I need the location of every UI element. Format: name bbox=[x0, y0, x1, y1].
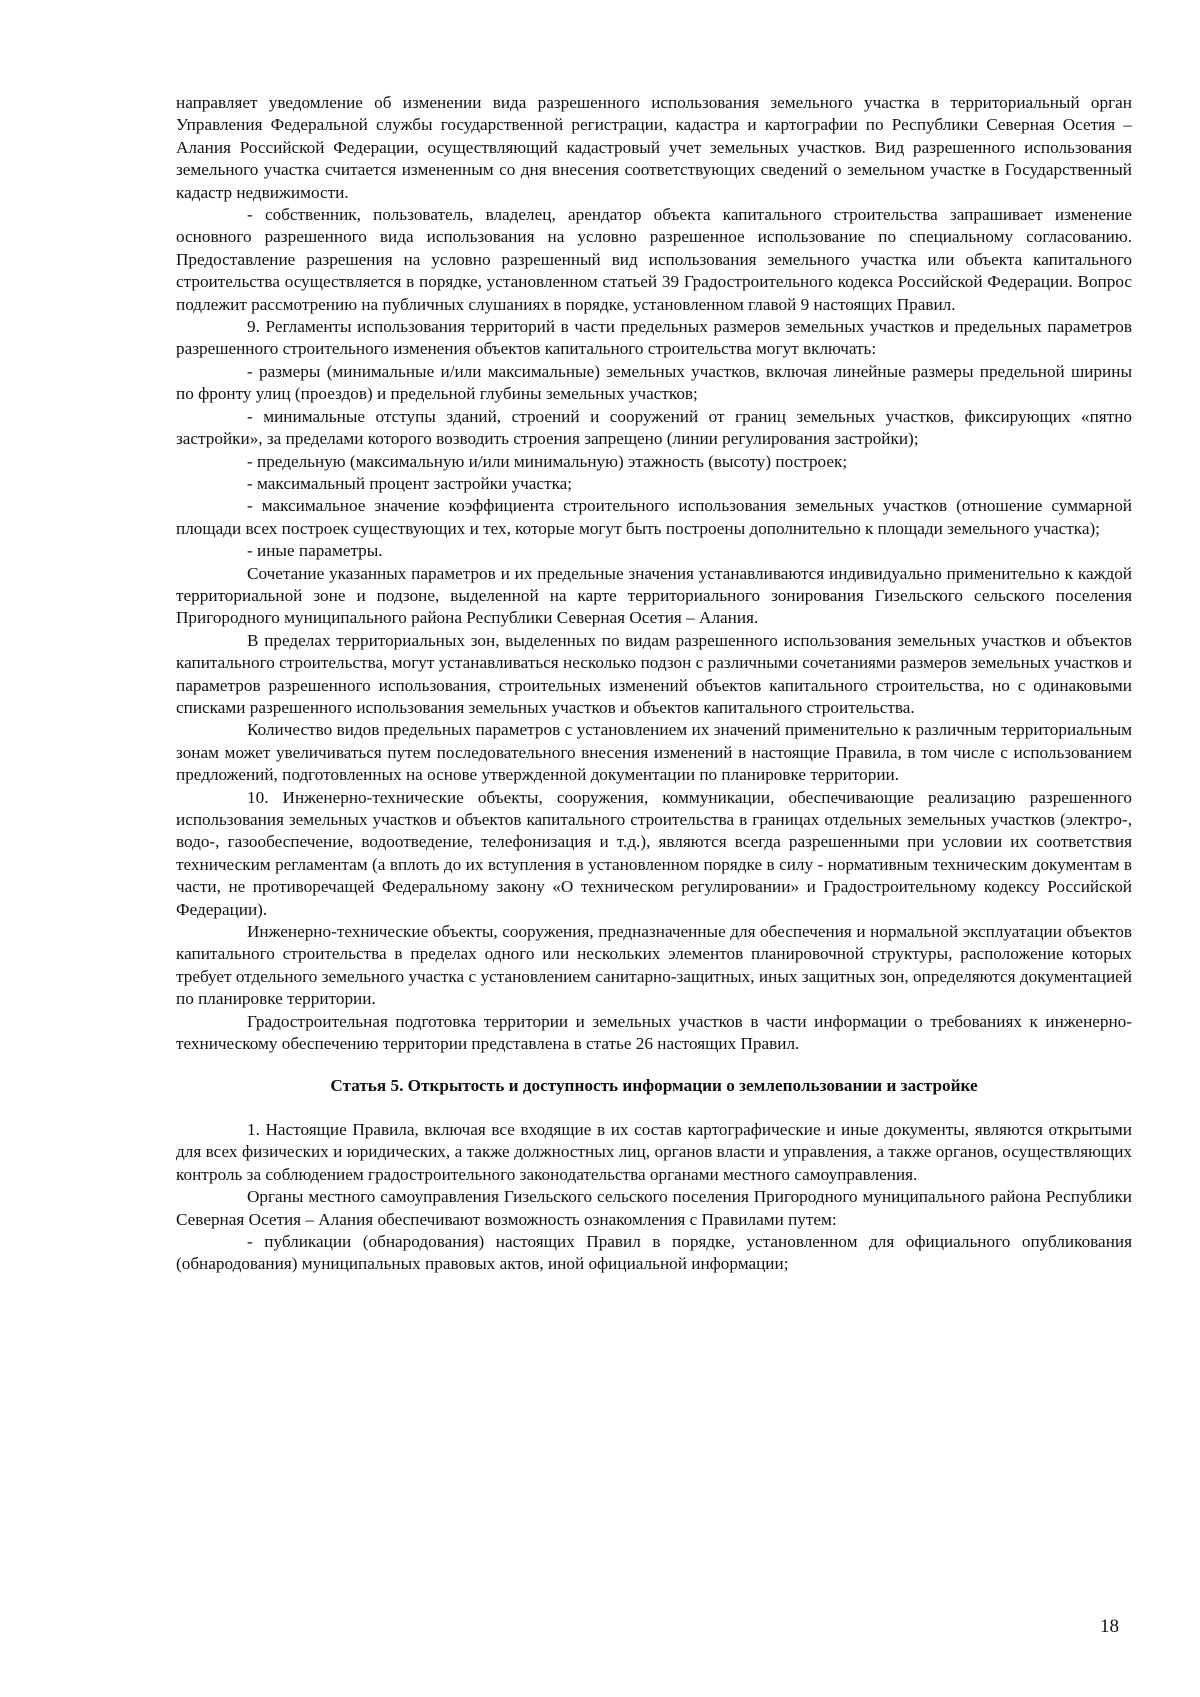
paragraph: - максимальный процент застройки участка; bbox=[247, 473, 573, 493]
article-heading: Статья 5. Открытость и доступность информации о землепользовании и застройке bbox=[330, 1076, 978, 1096]
paragraph: В пределах территориальных зон, выделенных по видам разрешенного использования земельных участков и объектов капитального строительства, могут устанавливаться несколько подзон с различными сочетаниями размеров земельных участков и параметров разрешенного использования, строительных изменений объектов капитального строительства, но с одинаковыми списками разрешенного использования земельных участков и объектов капитального строительства. bbox=[176, 630, 1132, 717]
paragraph: 1. Настоящие Правила, включая все входящие в их состав картографические и иные документы, являются открытыми для всех физических и юридических, а также должностных лиц, органов власти и управления, а также органов, осуществляющих контроль за соблюдением градостроительного законодательства органами местного самоуправления. bbox=[176, 1119, 1132, 1184]
paragraph: - минимальные отступы зданий, строений и сооружений от границ земельных участков, фиксирующих «пятно застройки», за пределами которого возводить строения запрещено (линии регулирования застройки); bbox=[176, 406, 1132, 449]
paragraph: - максимальное значение коэффициента строительного использования земельных участков (отношение суммарной площади всех построек существующих и тех, которые могут быть построены дополнительно к площади земельного участка); bbox=[176, 496, 1132, 538]
paragraph: Инженерно-технические объекты, сооружения, предназначенные для обеспечения и нормальной эксплуатации объектов капитального строительства в пределах одного или нескольких элементов планировочной структуры, расположение которых требует отдельного земельного участка с установлением санитарно-защитных, иных защитных зон, определяются документацией по планировке территории. bbox=[176, 922, 1132, 1009]
top-section bbox=[176, 92, 1132, 1055]
paragraph: - размеры (минимальные и/или максимальные) земельных участков, включая линейные размеры предельной ширины по фронту улиц (проездов) и предельной глубины земельных участков; bbox=[176, 361, 1132, 404]
paragraph: Сочетание указанных параметров и их предельные значения устанавливаются индивидуально применительно к каждой территориальной зоне и подзоне, выделенной на карте территориального зонирования Гизельского сельского поселения Пригородного муниципального района Республики Северная Осетия – Алания. bbox=[176, 563, 1132, 628]
paragraph: Градостроительная подготовка территории и земельных участков в части информации о требованиях к инженерно-техническому обеспечению территории представлена в статье 26 настоящих Правил. bbox=[176, 1011, 1132, 1054]
paragraph: Органы местного самоуправления Гизельского сельского поселения Пригородного муниципального района Республики Северная Осетия – Алания обеспечивают возможность ознакомления с Правилами путем: bbox=[176, 1187, 1132, 1229]
paragraph: - предельную (максимальную и/или минимальную) этажность (высоту) построек; bbox=[247, 451, 848, 471]
bottom-section bbox=[176, 1119, 1132, 1276]
paragraph: Количество видов предельных параметров с установлением их значений применительно к различным территориальным зонам может увеличиваться путем последовательного внесения изменений в настоящие Правила, в том числе с использованием предложений, подготовленных на основе утвержденной документации по планировке территории. bbox=[176, 720, 1132, 785]
paragraph: 10. Инженерно-технические объекты, сооружения, коммуникации, обеспечивающие реализацию разрешенного использования земельных участков и объектов капитального строительства в границах отдельных земельных участков (электро-, водо-, газообеспечение, водоотведение, телефонизация и т.д.), являются всегда разрешенными при условии их соответствия техническим регламентам (а вплоть до их вступления в установленном порядке в силу - нормативным техническим документам в части, не противоречащей Федеральному закону «О техническом регулировании» и Градостроительному кодексу Российской Федерации). bbox=[176, 787, 1132, 919]
paragraph: направляет уведомление об изменении вида разрешенного использования земельного участка в территориальный орган Управления Федеральной службы государственной регистрации, кадастра и картографии по Республики Северная Осетия – Алания Российской Федерации, осуществляющий кадастровый учет земельных участков. Вид разрешенного использования земельного участка считается измененным со дня внесения соответствующих сведений о земельном участке в Государственный кадастр недвижимости. bbox=[176, 93, 1132, 202]
paragraph: 9. Регламенты использования территорий в части предельных размеров земельных участков и предельных параметров разрешенного строительного изменения объектов капитального строительства могут включать: bbox=[176, 317, 1132, 359]
page-number: 18 bbox=[1100, 1616, 1119, 1637]
paragraph: - иные параметры. bbox=[247, 541, 383, 561]
paragraph: - публикации (обнародования) настоящих Правил в порядке, установленном для официального опубликования (обнародования) муниципальных правовых актов, иной официальной информации; bbox=[176, 1231, 1132, 1274]
paragraph: - собственник, пользователь, владелец, арендатор объекта капитального строительства запрашивает изменение основного разрешенного вида использования на условно разрешенное использование по специальному согласованию. Предоставление разрешения на условно разрешенный вид использования земельного участка или объекта капитального строительства осуществляется в порядке, установленном статьей 39 Градостроительного кодекса Российской Федерации. Вопрос подлежит рассмотрению на публичных слушаниях в порядке, установленном главой 9 настоящих Правил. bbox=[176, 205, 1132, 314]
document-page bbox=[176, 92, 1132, 1276]
